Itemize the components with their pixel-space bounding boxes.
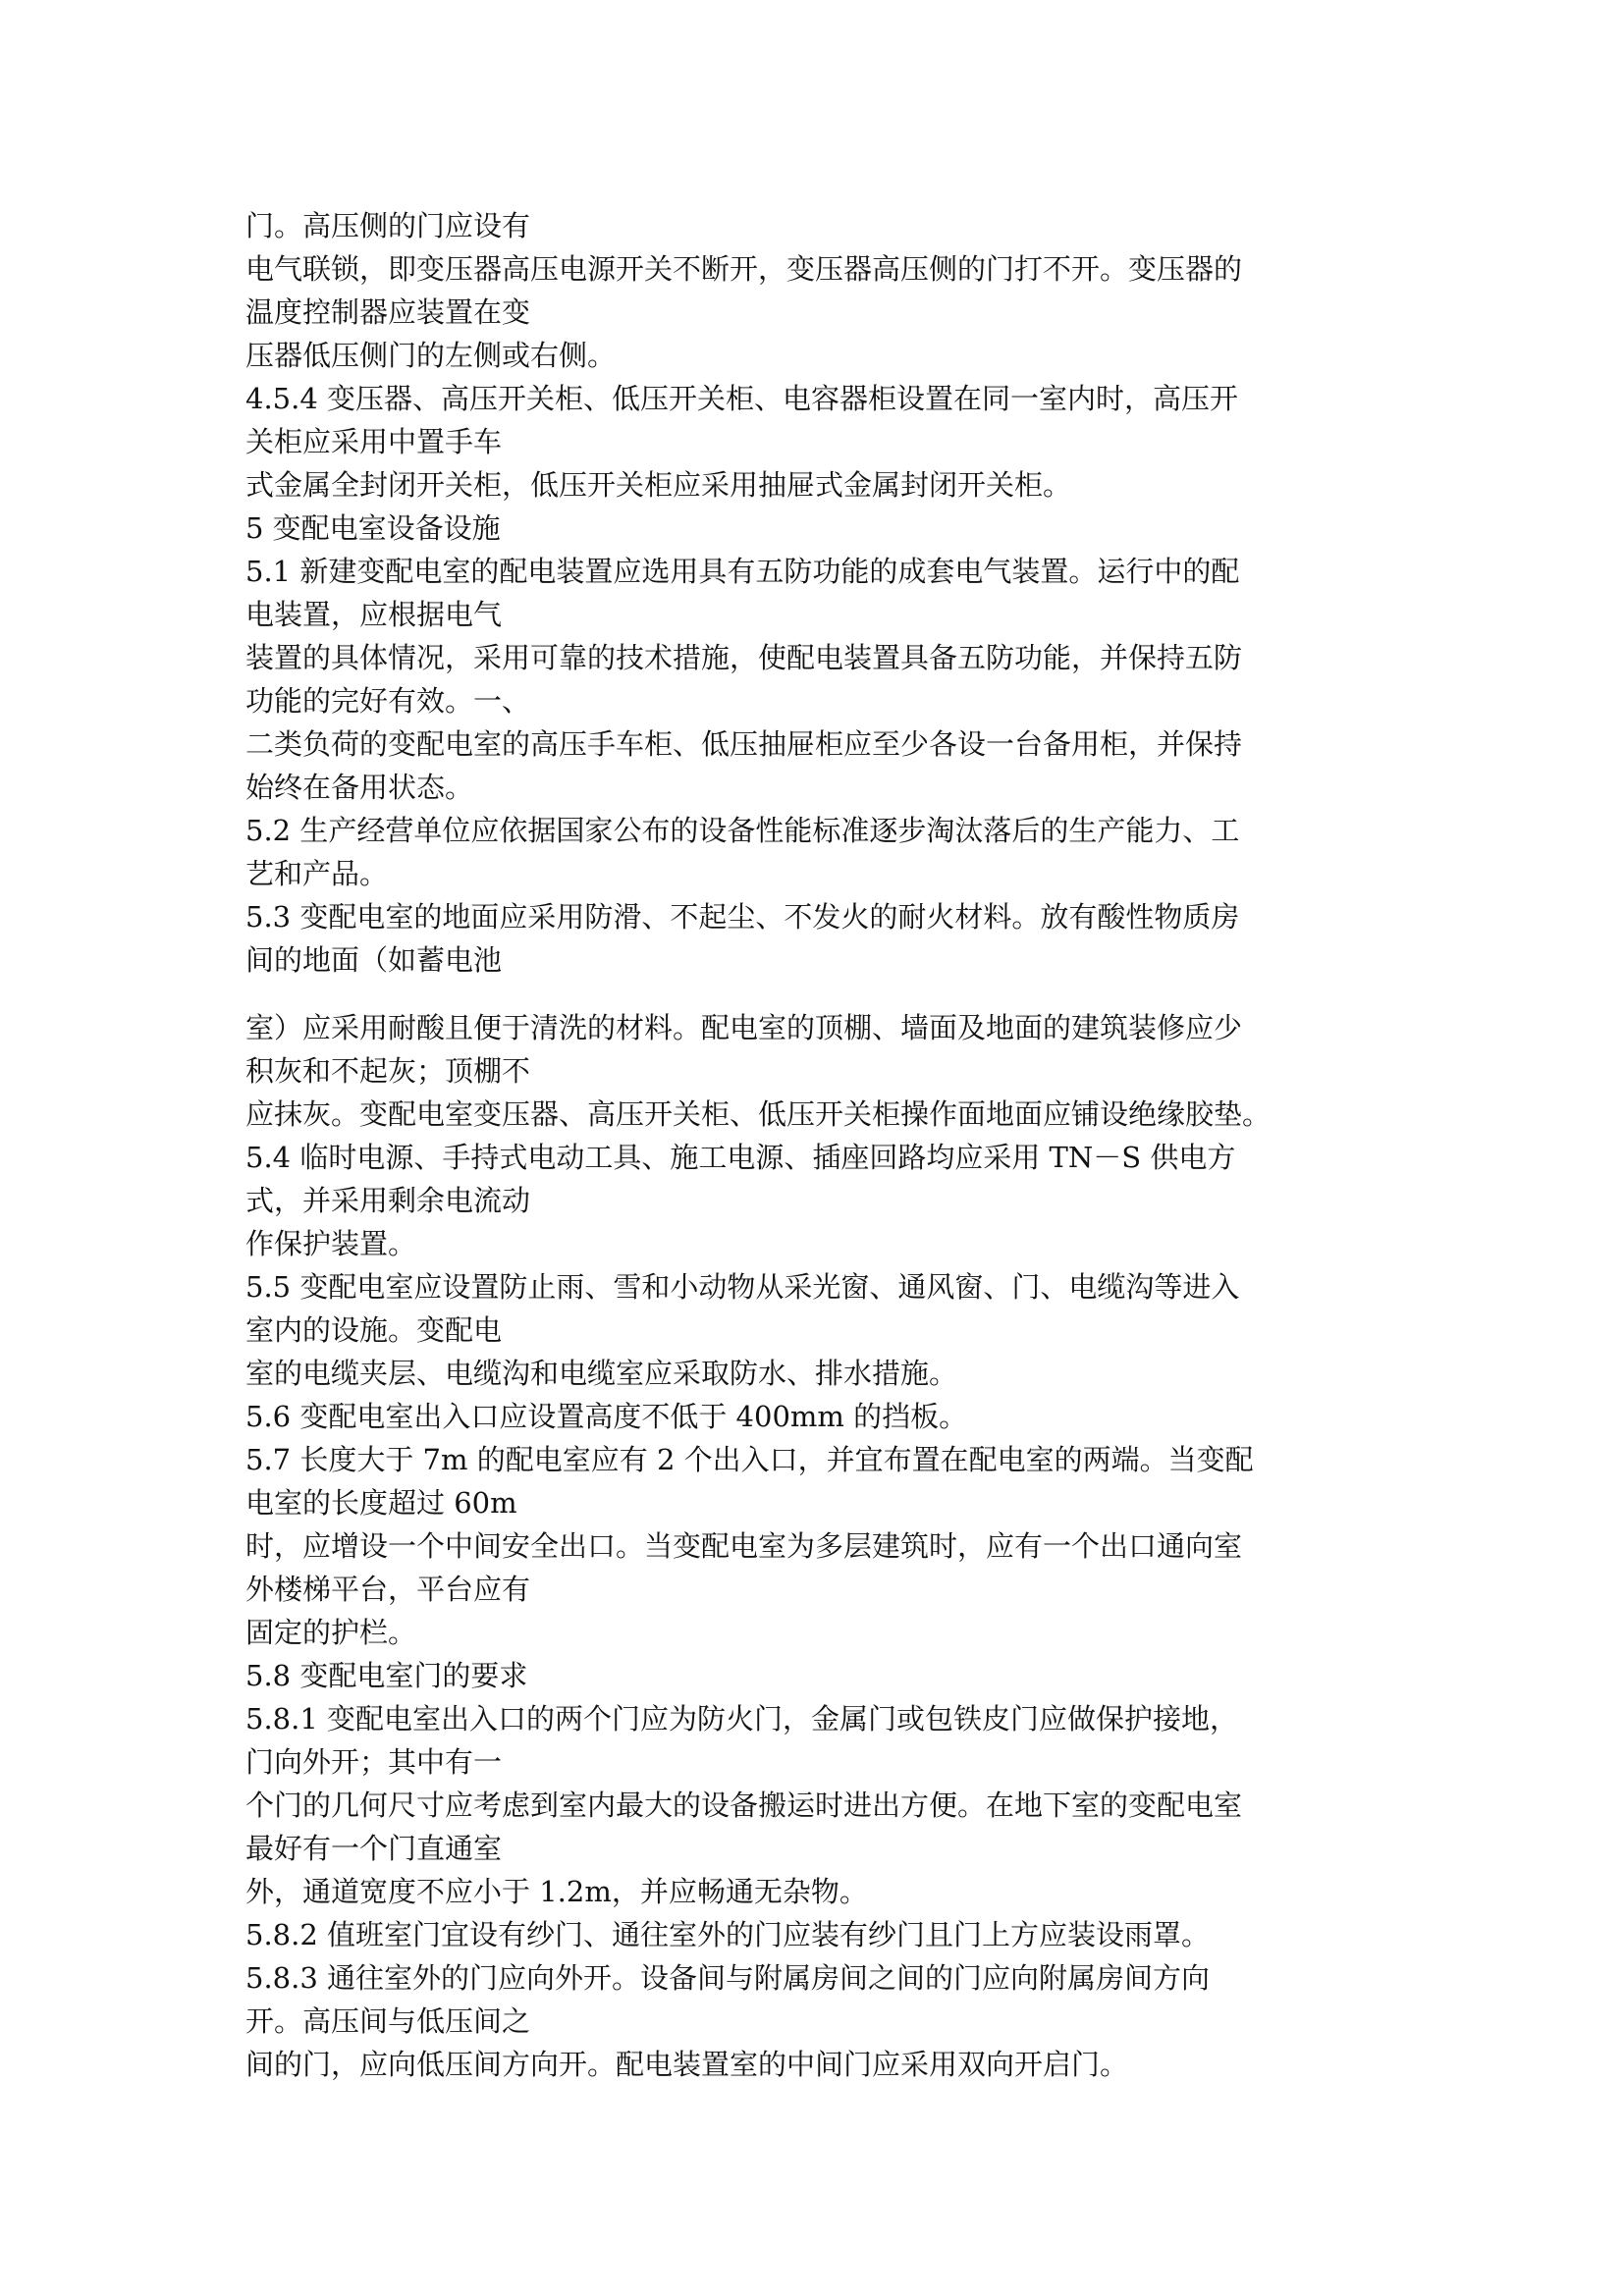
text-line: 外，通道宽度不应小于 1.2m，并应畅通无杂物。 — [245, 1875, 868, 1908]
text-line: 最好有一个门直通室 — [245, 1832, 503, 1865]
text-line: 电气联锁，即变压器高压电源开关不断开，变压器高压侧的门打不开。变压器的 — [245, 252, 1243, 286]
text-line: 间的门，应向低压间方向开。配电装置室的中间门应采用双向开启门。 — [245, 2048, 1129, 2081]
section-5-2-line: 5.2 生产经营单位应依据国家公布的设备性能标准逐步淘汰落后的生产能力、工 — [245, 814, 1240, 847]
text-line: 二类负荷的变配电室的高压手车柜、低压抽屉柜应至少各设一台备用柜，并保持 — [245, 727, 1243, 761]
text-line: 式金属全封闭开关柜，低压开关柜应采用抽屉式金属封闭开关柜。 — [245, 468, 1072, 502]
section-5-8-heading: 5.8 变配电室门的要求 — [245, 1659, 528, 1692]
text-line: 始终在备用状态。 — [245, 771, 474, 804]
text-line: 室）应采用耐酸且便于清洗的材料。配电室的顶棚、墙面及地面的建筑装修应少 — [245, 1011, 1243, 1044]
text-line: 装置的具体情况，采用可靠的技术措施，使配电装置具备五防功能，并保持五防 — [245, 641, 1243, 674]
section-4-5-4-line: 4.5.4 变压器、高压开关柜、低压开关柜、电容器柜设置在同一室内时，高压开 — [245, 382, 1239, 415]
text-block-top — [245, 204, 1394, 982]
text-line: 间的地面（如蓄电池 — [245, 943, 503, 977]
text-line: 压器低压侧门的左侧或右侧。 — [245, 339, 617, 372]
text-line: 电装置，应根据电气 — [245, 598, 503, 631]
text-line: 温度控制器应装置在变 — [245, 295, 531, 329]
text-line: 开。高压间与低压间之 — [245, 2004, 531, 2038]
text-line: 时，应增设一个中间安全出口。当变配电室为多层建筑时，应有一个出口通向室 — [245, 1529, 1243, 1563]
text-line: 作保护装置。 — [245, 1227, 417, 1260]
text-line: 固定的护栏。 — [245, 1616, 417, 1649]
section-5-7-line: 5.7 长度大于 7m 的配电室应有 2 个出入口，并宜布置在配电室的两端。当变配 — [245, 1443, 1254, 1476]
text-line: 电室的长度超过 60m — [245, 1486, 517, 1520]
section-5-5-line: 5.5 变配电室应设置防止雨、雪和小动物从采光窗、通风窗、门、电缆沟等进入 — [245, 1270, 1240, 1304]
section-5-6-line: 5.6 变配电室出入口应设置高度不低于 400mm 的挡板。 — [245, 1400, 968, 1433]
text-line: 室的电缆夹层、电缆沟和电缆室应采取防水、排水措施。 — [245, 1357, 958, 1390]
text-line: 门。高压侧的门应设有 — [245, 209, 531, 242]
section-5-8-2-line: 5.8.2 值班室门宜设有纱门、通往室外的门应装有纱门且门上方应装设雨罩。 — [245, 1918, 1211, 1951]
section-5-heading: 5 变配电室设备设施 — [245, 511, 501, 545]
text-line: 外楼梯平台，平台应有 — [245, 1573, 531, 1606]
section-5-1-line: 5.1 新建变配电室的配电装置应选用具有五防功能的成套电气装置。运行中的配 — [245, 555, 1240, 588]
section-5-3-line: 5.3 变配电室的地面应采用防滑、不起尘、不发火的耐火材料。放有酸性物质房 — [245, 900, 1240, 934]
text-line: 功能的完好有效。一、 — [245, 684, 531, 718]
text-line: 室内的设施。变配电 — [245, 1313, 503, 1347]
text-line: 应抹灰。变配电室变压器、高压开关柜、低压开关柜操作面地面应铺设绝缘胶垫。 — [245, 1097, 1272, 1131]
text-line: 积灰和不起灰；顶棚不 — [245, 1054, 531, 1088]
text-block-bottom — [245, 1006, 1394, 2086]
text-line: 式，并采用剩余电流动 — [245, 1184, 531, 1217]
text-line: 关柜应采用中置手车 — [245, 425, 503, 458]
section-5-8-1-line: 5.8.1 变配电室出入口的两个门应为防火门，金属门或包铁皮门应做保护接地， — [245, 1702, 1239, 1735]
document-page — [245, 0, 1394, 2296]
text-line: 艺和产品。 — [245, 857, 389, 890]
section-5-4-line: 5.4 临时电源、手持式电动工具、施工电源、插座回路均应采用 TN－S 供电方 — [245, 1141, 1236, 1174]
text-line: 个门的几何尺寸应考虑到室内最大的设备搬运时进出方便。在地下室的变配电室 — [245, 1789, 1243, 1822]
section-5-8-3-line: 5.8.3 通往室外的门应向外开。设备间与附属房间之间的门应向附属房间方向 — [245, 1961, 1211, 1995]
text-line: 门向外开；其中有一 — [245, 1745, 503, 1779]
